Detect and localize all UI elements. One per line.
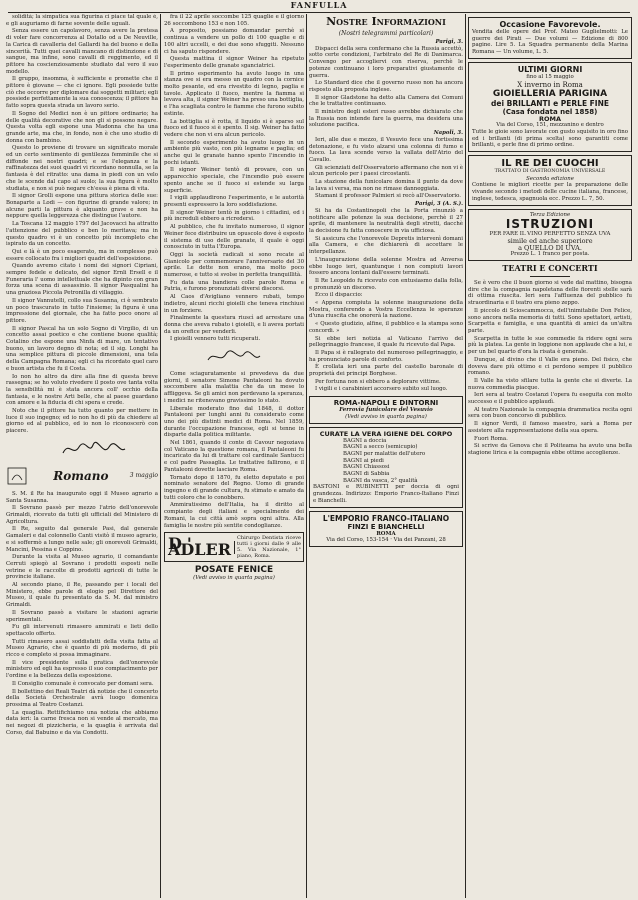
col1-para: Noto che il pittore ha tutto quanto per mettere in luce il suo ingegno; ed io non ho di più da chiedere al giorno ed al pubblico, ed io non lo riconoscerò con piacere.: [6, 408, 158, 435]
news-item: Il Sovrano passò per mezzo l'atrio dell'onorevole Grimaldi, ricevuto da tutti gli ufficiali del Ministero di Agricoltura.: [6, 505, 158, 525]
emporio-city: ROMA: [376, 530, 396, 537]
re-sub: TRATTATO DI GASTRONOMIA UNIVERSALE: [494, 169, 606, 175]
signature-flourish-icon: [204, 348, 264, 366]
istruzioni-ad: [468, 209, 632, 262]
info-para: « Questo giudizio, alfine, il pubblico e la stampa sono concordi. »: [309, 321, 463, 334]
col1-article: [6, 14, 158, 435]
dateline-napoli: Napoli, 3.: [433, 130, 463, 137]
istr-line2: simile ed anche superiore: [507, 236, 593, 245]
giorni-big: GIOIELLERIA PARIGINA: [492, 88, 608, 99]
istr-price: Prezzo L. 1 franco per posta.: [510, 251, 590, 258]
news-item: Il bollettino dei Reali Teatri dà notizie che il concerto della Società Orchestrale avrà luogo domenica prossima al Teatro Costanzi.: [6, 688, 158, 708]
istr-title: ISTRUZIONI: [505, 217, 595, 232]
col1-para: Io non ho altro da dire alla fine di questa breve rassegna; se ho voluto rivedere il posto ove tanta volta la sensibilità mi è stata ancora coll' occhio della fantasia, e le nostre Arti belle, che al paese guardano con amore e la fiducia di chi spera e crede.: [6, 373, 158, 407]
vesuvio-note: (Vedi avviso in quarta pagina): [345, 413, 427, 420]
giorni-big2: dei BRILLANTI e PERLE FINE: [491, 98, 609, 108]
teatri-para: Se è vero che il buon giorno si vede dal mattino, bisogna dire che la compagnia napoletana delle fiorenti stelle sarà di ottima riuscita. Ieri sera l'affluenza del pubblico fu straordinaria e il teatro era pieno zeppo.: [468, 280, 632, 307]
col1-para: Il signor Grolli espone una pittura storica delle sue: Bonaparte a Lodi — con figurine di grande valore; in alcune parti la pittura è alquanto grave e non ha neppure quella leggerezza che distingue l'autore.: [6, 193, 158, 220]
column-4: [468, 14, 632, 898]
news-item: Tutti rimasero assai soddisfatti della visita fatta al Museo Agrario, che è quanto di più moderno, di più ricco e completo si possa immaginare.: [6, 638, 158, 659]
info-para: Gli scienziati dell'Osservatorio affermano che non vi è alcun pericolo per i paesi circostanti.: [309, 164, 463, 178]
emporio-ad: [309, 511, 463, 547]
col2-para: Finalmente la questura riuscì ad arrestare una donna che aveva rubato i gioielli, e li aveva portati da un orefice per venderli.: [164, 315, 304, 335]
col2-para: Al pubblico, che fu invitato numeroso, il signor Weiner fece distribuire un opuscolo dove è esposto il sistema di uso delle granate, il quale è oggi conosciuto in tutta l'Europa.: [164, 224, 304, 251]
teatri-para: Scarpetta in tutte le sue commedie fa ridere ogni sera più la platea. La gente in loggione non applaude che a lui, e per un bel quarto d'ora la risata è generale.: [468, 335, 632, 356]
col1-para: Il signor Pascal ha un solo Sogno di Virgilio, di un concetto assai poetico e che contiene buone qualità; Cotalino che espone una Ninfa di mare, un tentativo buono, un lavoro degno di nota; ed il sig. Longhi ha una semplice pittura di piccole dimensioni, una tela della Campagna Romana; egli ci ha ricordato quel caro e buon artista che fu il Costa.: [6, 325, 158, 372]
emporio-title: L'EMPORIO FRANCO-ITALIANO: [322, 513, 450, 523]
col2-para: Questa mattina il signor Weiner ha ripetuto l'esperimento delle granate sganciatrici.: [164, 56, 304, 69]
teatri-para: Ieri sera al teatro Costanzi l'opera fu eseguita con molto successo e il pubblico applaudì.: [468, 392, 632, 406]
teatri-para: Il signor Verdi, il famoso maestro, sarà a Roma per assistere alla rappresentazione della sua opera.: [468, 421, 632, 434]
info-para: « Appena compiuta la solenne inaugurazione della Mostra, conferendo a Vostra Eccellenza le speranze d'una riuscita che onorerà la nazione.: [309, 300, 463, 320]
igiene-line: BAGNI da vasca, 2° qualità: [343, 477, 418, 484]
teatri-para: Dunque, al divino che il Valle era pieno. Del fisico, che doveva dare più ottimo e ci perdono sempre il pubblico romano.: [468, 356, 632, 377]
col1-news: [6, 491, 158, 737]
giorni-title: ULTIMI GIORNI: [517, 64, 583, 74]
re-edition: Seconda edizione: [526, 175, 574, 182]
romano-date: 3 maggio: [129, 471, 158, 479]
col2-para: A proposito, possiamo domandar perchè si continua a vendere un pollo di 100 quaglie e di 100 altri uccelli, e dei due sono sfuggiti. Nessuno ci ha saputo rispondere.: [164, 28, 304, 55]
col1-para: Senza essere un capolavoro, senza avere la pretesa di voler fare concorrenza al Dotallo od a De Neuville, la Carica di cavalleria del Gallardi ha del buono e della sincerità. Tutti quei cavalli mancano di distinzione e di sangue, ma infine, sono cavalli di reggimento, ed il pittore ha coscienziosamente studiato dal vero il suo modello.: [6, 28, 158, 75]
feature-para: Nel 1861, quando il conte di Cavour negoziava col Vaticano la questione romana, il Pantaleoni fu incaricato da lui di trattare col cardinale Santucci e col padre Passaglia. Le trattative fallirono, e il Pantaleoni dovette lasciare Roma.: [164, 440, 304, 473]
news-item: Fu gli intervenuti rimasero ammirati e lieti dello spettacolo offerto.: [6, 624, 158, 637]
igiene-line: BAGNI a doccia: [343, 437, 387, 444]
dateline-parigi-as: Parigi, 3 (A. S.).: [415, 201, 463, 208]
info-para: Ieri, alle due e mezzo, il Vesuvio fece una fortissima detonazione, e fu visto alzarsi una colonna di fumo e fuoco. La lava scende verso la vallata dell'Atrio del Cavallo.: [309, 136, 463, 163]
info-para: Dispacci della sera confermano che la Russia accettò, sotto certe condizioni, l'arbitrato del Re di Danimarca. Convengo per accogliervi con riserva, perchè le potenze continuano i loro preparativi giustamente di guerra.: [309, 45, 463, 79]
signature: [6, 438, 158, 460]
informazioni-subheading: (Nostri telegrammi particolari): [338, 30, 434, 37]
column-3: [309, 14, 463, 898]
col2-signature: [164, 346, 304, 368]
col1-para: solidità; la simpatica sua figurina ci piace tal quale è, e gli auguriamo di farne sovente delle uguali.: [6, 14, 158, 27]
igiene-line: BAGNI a secco (semicupio): [343, 444, 418, 451]
column-2: [164, 14, 304, 898]
igiene-text: BASTONI e RUBINETTI per doccia di ogni grandezza. Indirizzo: Emporio Franco-Italiano Finzi e Bianchelli.: [313, 484, 459, 504]
col1-para: La Toscana 12 maggio 1797 del Jacovacci ha attratto l'attenzione del pubblico e ben lo meritava; ma in questo quadro vi è un concetto più incompleto che ispirato da un concetto.: [6, 221, 158, 248]
posate-heading: POSATE FENICE: [194, 565, 274, 576]
top-rule: [8, 12, 630, 13]
info-para: La stazione della funicolare domina il punto da dove la lava si versa, ma non ne rimase danneggiata.: [309, 179, 463, 192]
teatri-para: Il piccolo di Scioscammocca, dell'inimitabile Don Felice, sono ancora nella memoria di tutti. Sono spettatori, artisti, Scarpetta e famiglia, e una quantità di amici da un'altra parte.: [468, 307, 632, 334]
occasione-text: Vendita delle opere del Prof. Mateo Guglielmotti: Le guerre dei Pirati — Due volumi — Edizione di 800 pagine. Lire 5. La Squadra permanente della Marina Romana — Un volume, L. 5.: [472, 29, 628, 56]
istr-line3: a QUELLO DI UVA.: [518, 243, 582, 252]
info-para: Per fortuna non si ebbero a deplorare vittime.: [315, 378, 441, 385]
col2-para: Il secondo esperimento ha avuto luogo in un ambiente più vasto, con più legname e paglia; ed anche qui le granate hanno spento l'incendio in pochi istanti.: [164, 139, 304, 166]
giorni-city: ROMA: [538, 114, 562, 123]
news-item: Il Consiglio comunale è convocato per domani sera.: [12, 680, 154, 687]
col2-para: Il signor Weiner tentò in giorno i cittadini, ed i più increduli ebbero a ricredersi.: [164, 209, 304, 223]
vesuvio-sub: Ferrovia funicolare del Vesuvio: [339, 407, 433, 414]
column-1: [6, 14, 158, 898]
romano-heading: [6, 463, 158, 489]
igiene-line: BAGNI per malattie dell'utero: [343, 450, 426, 457]
news-item: Il Sovrano passò a visitare le stazioni agrarie sperimentali.: [6, 609, 158, 623]
news-item: La quaglia. Rettifichiamo una notizia che abbiamo data ieri: la carne fresca non si vende al mercato, ma nei negozi di pizzicheria, e la quaglia è arrivata dal Corso, dal Babuino e da via Condotti.: [6, 709, 158, 736]
informazioni-heading: Nostre Informazioni: [326, 15, 446, 28]
igiene-title: CURATE LA VERA IGIENE DEL CORPO: [319, 429, 453, 438]
news-item: Durante la visita al Museo agrario, il comandante Cerruti spiegò al Sovrano i prodotti esposti nelle vetrine e le raccolte di prodotti agricoli di tutte le provincie italiane.: [6, 554, 158, 581]
vesuvio-title: ROMA-NAPOLI E DINTORNI: [333, 399, 439, 408]
giorni-addr: Via del Corso, 151, mezzanino e dentro: [496, 122, 604, 129]
col2-para: fra il 22 aprile soccombe 125 quaglie e il giorno 26 soccombono 153 e non 105.: [164, 14, 304, 27]
info-para: Lo Standard dice che il governo russo non ha ancora risposto alla proposta inglese.: [309, 80, 463, 93]
giorni-line: X inverno in Roma: [517, 80, 583, 89]
dateline-parigi: Parigi, 3.: [435, 39, 463, 45]
re-dei-cuochi-ad: [468, 155, 632, 206]
adler-ad: [164, 532, 304, 562]
col2-feature: [164, 371, 304, 529]
news-item: S. M. il Re ha inaugurato oggi il Museo agrario a Santa Susanna.: [6, 490, 158, 504]
teatri-para: Al teatro Nazionale la compagnia drammatica recita ogni sera con buon concorso di pubblico.: [468, 406, 632, 420]
re-title: IL RE DEI CUOCHI: [501, 158, 599, 170]
column-rule-1: [160, 14, 161, 898]
col2-para: Fu data una bandiera colle parole Roma e Patria, e furono pronunziati diversi discorsi.: [164, 279, 304, 293]
posate-sub: (Vedi avviso in quarta pagina): [193, 575, 275, 582]
igiene-line: BAGNI di Sabbia: [343, 471, 390, 478]
teatri-rule: [530, 276, 570, 277]
info-para: I vigili e i carabinieri accorsero subito sul luogo.: [315, 386, 448, 393]
info-para: L'inaugurazione della solenne Mostra ad Anversa ebbe luogo ieri, quantunque i non compiuti lavori fossero ancora lontani dall'essere terminati.: [309, 256, 463, 277]
igiene-line: BAGNI ai piedi: [343, 457, 384, 464]
igiene-ad: [309, 427, 463, 508]
news-item: Il vice presidente sulla pratica dell'onorevole ministero ed egli ha espresso il suo compiacimento per l'ordine e la bellezza della esposizione.: [6, 659, 158, 680]
column-rule-3: [465, 14, 466, 898]
teatri-para: Fuori Roma.: [474, 435, 508, 442]
feature-para: Come sciaguratamente si prevedeva da due giorni, il senatore Simone Pantaleoni ha dovuto soccombere alla malattia che da un mese lo affliggeva. Se gli amici non perdevano la speranza, i medici ne ritenevano gravissimo lo stato.: [164, 371, 304, 404]
column-rule-2: [306, 14, 307, 898]
info-para: Il Papa si è rallegrato del numeroso pellegrinaggio, e ha pronunciato parole di conforto.: [309, 349, 463, 363]
vesuvio-ad: [309, 396, 463, 423]
istr-edition: Terza Edizione: [529, 211, 571, 218]
gioielleria-ad: [468, 62, 632, 152]
col1-para: Questo lo proviene di trovare un significato morale ed un certo sentimento di gentilezza femminile che si diffonde nei nostri quadri; e se l'eleganza e la raffinatezza dei suoi quadri vi ricordano nonnulla, se la fantasia è del ritratto: una dama in piedi con un velo che le scende dal capo al suolo; la sua figura è molto studiata, e non si può negare ch'essa è piena di vita.: [6, 145, 158, 192]
info-para: Ecco il dispaccio:: [315, 292, 363, 299]
giorni-sub: fino al 15 maggio: [526, 73, 574, 80]
adler-text: Chirurgo Dentista riceve tutti i giorni dalle 9 alle 5. Via Nazionale, 1° piano, Roma.: [237, 535, 301, 560]
info-para: Il Re Leopoldo fu ricevuto con entusiasmo dalla folla, e pronunziò un discorso.: [309, 277, 463, 291]
info-para: Si ha da Costantinopoli che la Porta rinunziò a notificare alle potenze la sua decisione, perchè il 27 aprile, di mantenere la neutralità degli stretti, dacchè la decisione fu fatta conoscere in via ufficiosa.: [309, 207, 463, 234]
emporio-sub: FINZI E BIANCHELLI: [347, 522, 425, 531]
masthead: FANFULLA: [290, 0, 348, 10]
info-para: Si ebbe ieri notizia al Vaticano l'arrivo del pellegrinaggio francese, il quale fu ricevuto dal Papa.: [309, 335, 463, 349]
giorni-founded: (Casa fondata nel 1858): [502, 107, 598, 116]
occasione-ad: [468, 17, 632, 59]
col2-para: La bottiglia si è rotta, il liquido si è sparso sul fuoco ed il fuoco si è spento. Il sig. Weiner ha fatto vedere che non vi era alcun pericolo.: [164, 118, 304, 138]
igiene-line: BAGNI Chiassosi: [343, 464, 390, 471]
re-text: Contiene le migliori ricette per la preparazione delle vivande secondo i metodi delle cucine italiana, francese, inglese, tedesca, spagnuola ecc. Prezzo L. 7, 50.: [472, 182, 628, 202]
col2-para: Oggi la società radicali si sono recate al Gianicolo per commemorare l'anniversario del 30 aprile. Le dette non erano, ma molto poco numerose, e tutto si svolse in perfetta tranquillità.: [164, 251, 304, 279]
col1-para: Il gruppo, insomma, è sufficiente e promette che il pittore è giovane — che ci ignore. Egli possiede tutte ciò che occorre per diplomare dai soggetti militari; egli possiede perfettamente la sua conoscenza; il pittore ha fatto sopra questa strada un lavoro serio.: [6, 76, 158, 110]
col2-para: I vigili applaudirono l'esperimento, e le autorità presenti espressero la loro soddisfazione.: [164, 195, 304, 208]
col2-para: Il signor Weiner tentò di provare, con un apparecchio speciale, che l'incendio può essere spento anche se il fuoco si estende su larga superficie.: [164, 167, 304, 194]
istr-sub: PER FARE IL VINO PERFETTO SENZA UVA: [489, 231, 611, 238]
col1-para: Quando avremo citato i nomi dei signori Cipriani, sempre fedele e delicato, del signor Ernli Ersell e il Funeraria l' uomo intellettuale che ha dipinto con gran forza una scena di assassinio. Il signor Pasqualini ha una graziosa Piccola Petronilla di villaggio.: [6, 263, 158, 297]
emporio-addr: Via del Corso, 153-154 · Via dei Panzani, 28: [326, 537, 446, 544]
col1-para: Qui e là è un poco esagerato, ma in complesso può essere collocato fra i migliori quadri dell'esposizione.: [6, 248, 158, 262]
news-item: Il Re, seguito dal generale Pasi, dal generale Gamaleri e dal colonnello Canti visitò il museo agrario, e si soffermò a lungo nelle sale; gli onorevoli Grimaldi, Mancini, Pessina e Coppino.: [6, 526, 158, 553]
col1-para: Il Sogno del Medici non è un pittore ordinario; ha delle qualità decorative che non gli si possono negare. Questa volta egli espone una Madonna che ha una grande arte, ma che, in fondo, non è che uno studio di donna con bambino.: [6, 110, 158, 144]
info-para: Stamani il professor Palmieri si recò all'Osservatorio.: [315, 193, 462, 200]
teatri-para: Il Valle ha visto sfilare tutta la gente che si diverte. La nuova commedia piacque.: [468, 377, 632, 391]
romano-title: Romano: [53, 468, 109, 483]
news-item: Al secondo piano, il Re, passando per i locali del Ministero, ebbe parole di elogio pel Direttore del Museo, il quale fu presentato da S. M. dal ministro Grimaldi.: [6, 582, 158, 609]
feature-para: Tornato dopo il 1870, fu eletto deputato e poi nominato senatore del Regno. Uomo di grande ingegno e di grande cultura, fu stimato e amato da tutti coloro che lo conobbero.: [164, 474, 304, 501]
col1-para: Il signor Vannutelli, collo sua Susanna, ci è sembrato un poco trascurato in tutto l'insieme; la figura è una impressione del giornale, che ha fatto poco onore al pittore.: [6, 297, 158, 324]
giorni-text: Tutte le gioie sono lavorate con gusto squisito in oro fino ed i brillanti (di prima scelta) sono garantiti come brillanti, e perle fine di primo ordine.: [472, 128, 628, 149]
teatri-para: Si scrive da Genova che il Politeama ha avuto una bella stagione lirica e la compagnia ebbe ottime accoglienze.: [468, 443, 632, 456]
info-para: È crollata ieri una parte del castello baronale di proprietà dei principi Borghese.: [309, 364, 463, 378]
col2-para: I gioielli vennero tutti ricuperati.: [170, 336, 261, 343]
occasione-title: Occasione Favorevole.: [499, 20, 601, 29]
feature-para: Ammiratissimo dell'Italia, ha il diritto al compianto degli italiani e specialmente dei Romani, la cui città amò sopra ogni altra. Alla famiglia le nostre più sentite condoglianze.: [164, 502, 304, 529]
col2-para: Al Caos d'Avigliano vennero rubati, tempo indietro, alcuni ricchi gioielli che teneva rinchiusi in un forziere.: [164, 294, 304, 314]
col2-para: Il primo esperimento ha avuto luogo in una stanza ove si era messo un quadro con la cornice molto pesante, ed era rivestito di legno, paglia e tavole. Applicato il fuoco, mentre la fiamma si levava alta, il signor Weiner ha preso una bottiglia, e l'ha scagliata contro le fiamme che furono subito estinte.: [164, 70, 304, 117]
info-para: Si assicura che l'onorevole Depretis intervenì domani alla Camera, e che dichiarerà di accettare le interpellanze.: [309, 235, 463, 256]
teatri-heading: TEATRI E CONCERTI: [502, 263, 598, 274]
info-para: Il ministro degli esteri russo avrebbe dichiarato che la Russia non intende fare la guerra, ma desidera una soluzione pacifica.: [309, 109, 463, 129]
info-para: Il signor Gladstone ha detto alla Camera dei Comuni che le trattative continuano.: [309, 94, 463, 108]
adler-name: D.' ADLER: [165, 541, 235, 554]
feature-para: Liberale moderato fino dal 1848, il dottor Pantaleoni per lunghi anni fu considerato come uno dei più distinti medici di Roma. Nel 1859, durante l'occupazione francese, egli si tenne in disparte dalla politica militante.: [164, 405, 304, 439]
